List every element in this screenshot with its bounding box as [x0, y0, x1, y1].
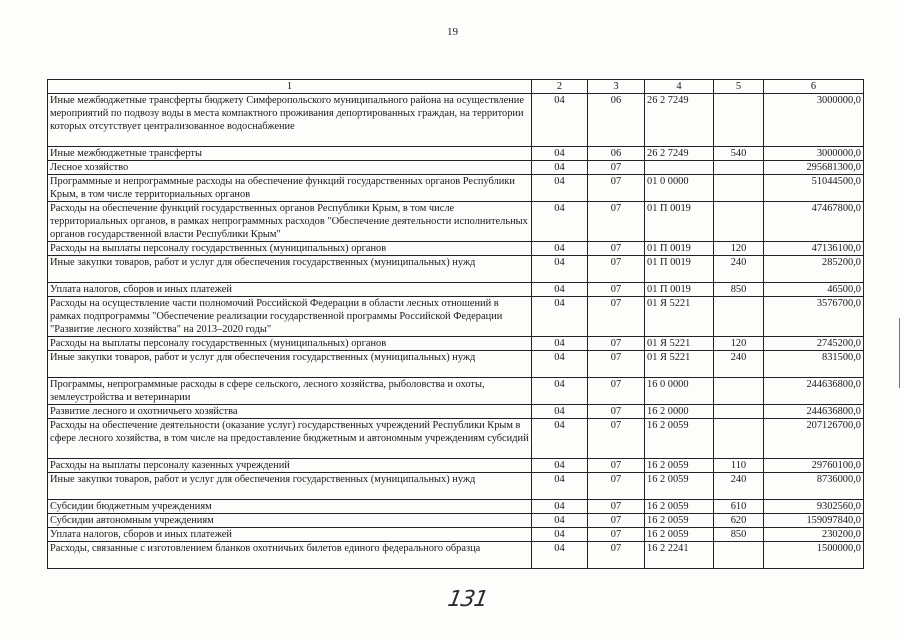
row-expense-type: [714, 378, 764, 405]
row-expense-type: 850: [714, 283, 764, 297]
row-expense-type: [714, 175, 764, 202]
column-header-subsection: 3: [588, 80, 645, 94]
row-section: 04: [532, 528, 588, 542]
row-target-item: 26 2 7249: [645, 94, 714, 147]
row-section: 04: [532, 161, 588, 175]
row-subsection: 07: [588, 514, 645, 528]
row-section: 04: [532, 147, 588, 161]
row-amount: 3000000,0: [764, 94, 864, 147]
row-name: Программы, непрограммные расходы в сфере сельского, лесного хозяйства, рыболовства и охоты, землеустройства и ветеринарии: [48, 378, 532, 405]
table-row: [48, 256, 864, 283]
row-target-item: 16 2 0059: [645, 459, 714, 473]
row-section: 04: [532, 473, 588, 500]
row-target-item: 16 2 0059: [645, 473, 714, 500]
row-subsection: 07: [588, 283, 645, 297]
row-name: Расходы на обеспечение деятельности (оказание услуг) государственных учреждений Республики Крым в сфере лесного хозяйства, в том числе на предоставление бюджетным и автономным учреждениям субсидий: [48, 419, 532, 459]
row-amount: 47136100,0: [764, 242, 864, 256]
row-target-item: 01 П 0019: [645, 202, 714, 242]
row-subsection: 07: [588, 473, 645, 500]
row-name: Расходы, связанные с изготовлением бланков охотничьих билетов единого федерального образца: [48, 542, 532, 569]
row-section: 04: [532, 405, 588, 419]
row-amount: 9302560,0: [764, 500, 864, 514]
row-name: Уплата налогов, сборов и иных платежей: [48, 283, 532, 297]
row-target-item: [645, 161, 714, 175]
page-number: 19: [447, 26, 458, 38]
row-section: 04: [532, 337, 588, 351]
table-row: [48, 500, 864, 514]
row-amount: 1500000,0: [764, 542, 864, 569]
row-subsection: 07: [588, 405, 645, 419]
row-subsection: 06: [588, 94, 645, 147]
row-amount: 47467800,0: [764, 202, 864, 242]
table-row: [48, 202, 864, 242]
row-expense-type: 540: [714, 147, 764, 161]
table-row: [48, 459, 864, 473]
row-target-item: 01 Я 5221: [645, 337, 714, 351]
row-subsection: 06: [588, 147, 645, 161]
row-subsection: 07: [588, 500, 645, 514]
row-subsection: 07: [588, 351, 645, 378]
row-target-item: 01 0 0000: [645, 175, 714, 202]
table-row: [48, 283, 864, 297]
row-target-item: 16 0 0000: [645, 378, 714, 405]
row-target-item: 01 П 0019: [645, 283, 714, 297]
row-expense-type: 240: [714, 473, 764, 500]
budget-table: [47, 79, 864, 569]
row-expense-type: 110: [714, 459, 764, 473]
table-row: [48, 297, 864, 337]
margin-mark: [899, 318, 900, 388]
row-section: 04: [532, 378, 588, 405]
row-amount: 285200,0: [764, 256, 864, 283]
row-subsection: 07: [588, 459, 645, 473]
row-target-item: 16 2 2241: [645, 542, 714, 569]
row-section: 04: [532, 500, 588, 514]
row-name: Расходы на выплаты персоналу государственных (муниципальных) органов: [48, 242, 532, 256]
column-header-target-item: 4: [645, 80, 714, 94]
row-amount: 244636800,0: [764, 378, 864, 405]
row-subsection: 07: [588, 242, 645, 256]
row-name: Иные закупки товаров, работ и услуг для обеспечения государственных (муниципальных) нужд: [48, 351, 532, 378]
table-row: [48, 542, 864, 569]
row-name: Лесное хозяйство: [48, 161, 532, 175]
row-expense-type: [714, 94, 764, 147]
row-name: Субсидии бюджетным учреждениям: [48, 500, 532, 514]
row-name: Иные межбюджетные трансферты бюджету Симферопольского муниципального района на осуществление мероприятий по подвозу воды в места компактного проживания депортированных граждан, на территории которых отсутствует централизованное водоснабжение: [48, 94, 532, 147]
row-expense-type: 240: [714, 351, 764, 378]
row-subsection: 07: [588, 175, 645, 202]
row-expense-type: [714, 405, 764, 419]
row-section: 04: [532, 542, 588, 569]
row-subsection: 07: [588, 528, 645, 542]
row-target-item: 01 П 0019: [645, 242, 714, 256]
table-row: [48, 161, 864, 175]
row-expense-type: 120: [714, 242, 764, 256]
row-section: 04: [532, 351, 588, 378]
column-header-amount: 6: [764, 80, 864, 94]
row-target-item: 16 2 0059: [645, 419, 714, 459]
row-name: Расходы на обеспечение функций государственных органов Республики Крым, в том числе территориальных органов, в рамках непрограммных расходов "Обеспечение деятельности исполнительных органов государственной власти Республики Крым": [48, 202, 532, 242]
row-expense-type: 610: [714, 500, 764, 514]
row-expense-type: [714, 161, 764, 175]
row-section: 04: [532, 283, 588, 297]
row-name: Расходы на выплаты персоналу государственных (муниципальных) органов: [48, 337, 532, 351]
row-name: Программные и непрограммные расходы на обеспечение функций государственных органов Республики Крым, в том числе территориальных органов: [48, 175, 532, 202]
row-name: Иные межбюджетные трансферты: [48, 147, 532, 161]
row-subsection: 07: [588, 378, 645, 405]
row-amount: 295681300,0: [764, 161, 864, 175]
row-subsection: 07: [588, 419, 645, 459]
row-expense-type: [714, 542, 764, 569]
table-row: [48, 514, 864, 528]
table-row: [48, 337, 864, 351]
column-header-name: 1: [48, 80, 532, 94]
row-amount: 51044500,0: [764, 175, 864, 202]
row-section: 04: [532, 459, 588, 473]
row-amount: 2745200,0: [764, 337, 864, 351]
row-subsection: 07: [588, 161, 645, 175]
row-expense-type: [714, 419, 764, 459]
handwritten-page-number: 131: [445, 587, 490, 612]
row-section: 04: [532, 297, 588, 337]
row-target-item: 16 2 0000: [645, 405, 714, 419]
table-row: [48, 147, 864, 161]
table-row: [48, 94, 864, 147]
row-expense-type: [714, 202, 764, 242]
row-subsection: 07: [588, 297, 645, 337]
column-header-expense-type: 5: [714, 80, 764, 94]
row-target-item: 01 Я 5221: [645, 297, 714, 337]
table-row: [48, 242, 864, 256]
row-amount: 207126700,0: [764, 419, 864, 459]
row-name: Субсидии автономным учреждениям: [48, 514, 532, 528]
row-section: 04: [532, 242, 588, 256]
table-row: [48, 405, 864, 419]
row-amount: 8736000,0: [764, 473, 864, 500]
row-expense-type: 240: [714, 256, 764, 283]
table-header-row: [48, 80, 864, 94]
table-row: [48, 528, 864, 542]
row-amount: 159097840,0: [764, 514, 864, 528]
row-target-item: 01 Я 5221: [645, 351, 714, 378]
row-subsection: 07: [588, 256, 645, 283]
row-section: 04: [532, 175, 588, 202]
row-amount: 831500,0: [764, 351, 864, 378]
row-section: 04: [532, 419, 588, 459]
row-target-item: 16 2 0059: [645, 514, 714, 528]
row-expense-type: 620: [714, 514, 764, 528]
row-expense-type: 120: [714, 337, 764, 351]
row-name: Расходы на выплаты персоналу казенных учреждений: [48, 459, 532, 473]
row-section: 04: [532, 256, 588, 283]
row-amount: 46500,0: [764, 283, 864, 297]
row-amount: 230200,0: [764, 528, 864, 542]
row-target-item: 16 2 0059: [645, 528, 714, 542]
row-expense-type: [714, 297, 764, 337]
table-row: [48, 473, 864, 500]
row-section: 04: [532, 514, 588, 528]
row-name: Развитие лесного и охотничьего хозяйства: [48, 405, 532, 419]
table-row: [48, 378, 864, 405]
row-subsection: 07: [588, 337, 645, 351]
row-section: 04: [532, 94, 588, 147]
row-section: 04: [532, 202, 588, 242]
table-body: [48, 94, 864, 569]
table-row: [48, 419, 864, 459]
row-name: Расходы на осуществление части полномочий Российской Федерации в области лесных отношений в рамках подпрограммы "Обеспечение реализации государственной программы Российской Федерации "Развитие лесного хозяйства" на 2013–2020 годы": [48, 297, 532, 337]
table-row: [48, 175, 864, 202]
table-row: [48, 351, 864, 378]
row-name: Иные закупки товаров, работ и услуг для обеспечения государственных (муниципальных) нужд: [48, 256, 532, 283]
row-amount: 3000000,0: [764, 147, 864, 161]
row-expense-type: 850: [714, 528, 764, 542]
row-subsection: 07: [588, 202, 645, 242]
row-amount: 244636800,0: [764, 405, 864, 419]
row-target-item: 26 2 7249: [645, 147, 714, 161]
row-target-item: 16 2 0059: [645, 500, 714, 514]
row-target-item: 01 П 0019: [645, 256, 714, 283]
row-amount: 3576700,0: [764, 297, 864, 337]
row-name: Уплата налогов, сборов и иных платежей: [48, 528, 532, 542]
column-header-section: 2: [532, 80, 588, 94]
row-name: Иные закупки товаров, работ и услуг для обеспечения государственных (муниципальных) нужд: [48, 473, 532, 500]
row-amount: 29760100,0: [764, 459, 864, 473]
row-subsection: 07: [588, 542, 645, 569]
